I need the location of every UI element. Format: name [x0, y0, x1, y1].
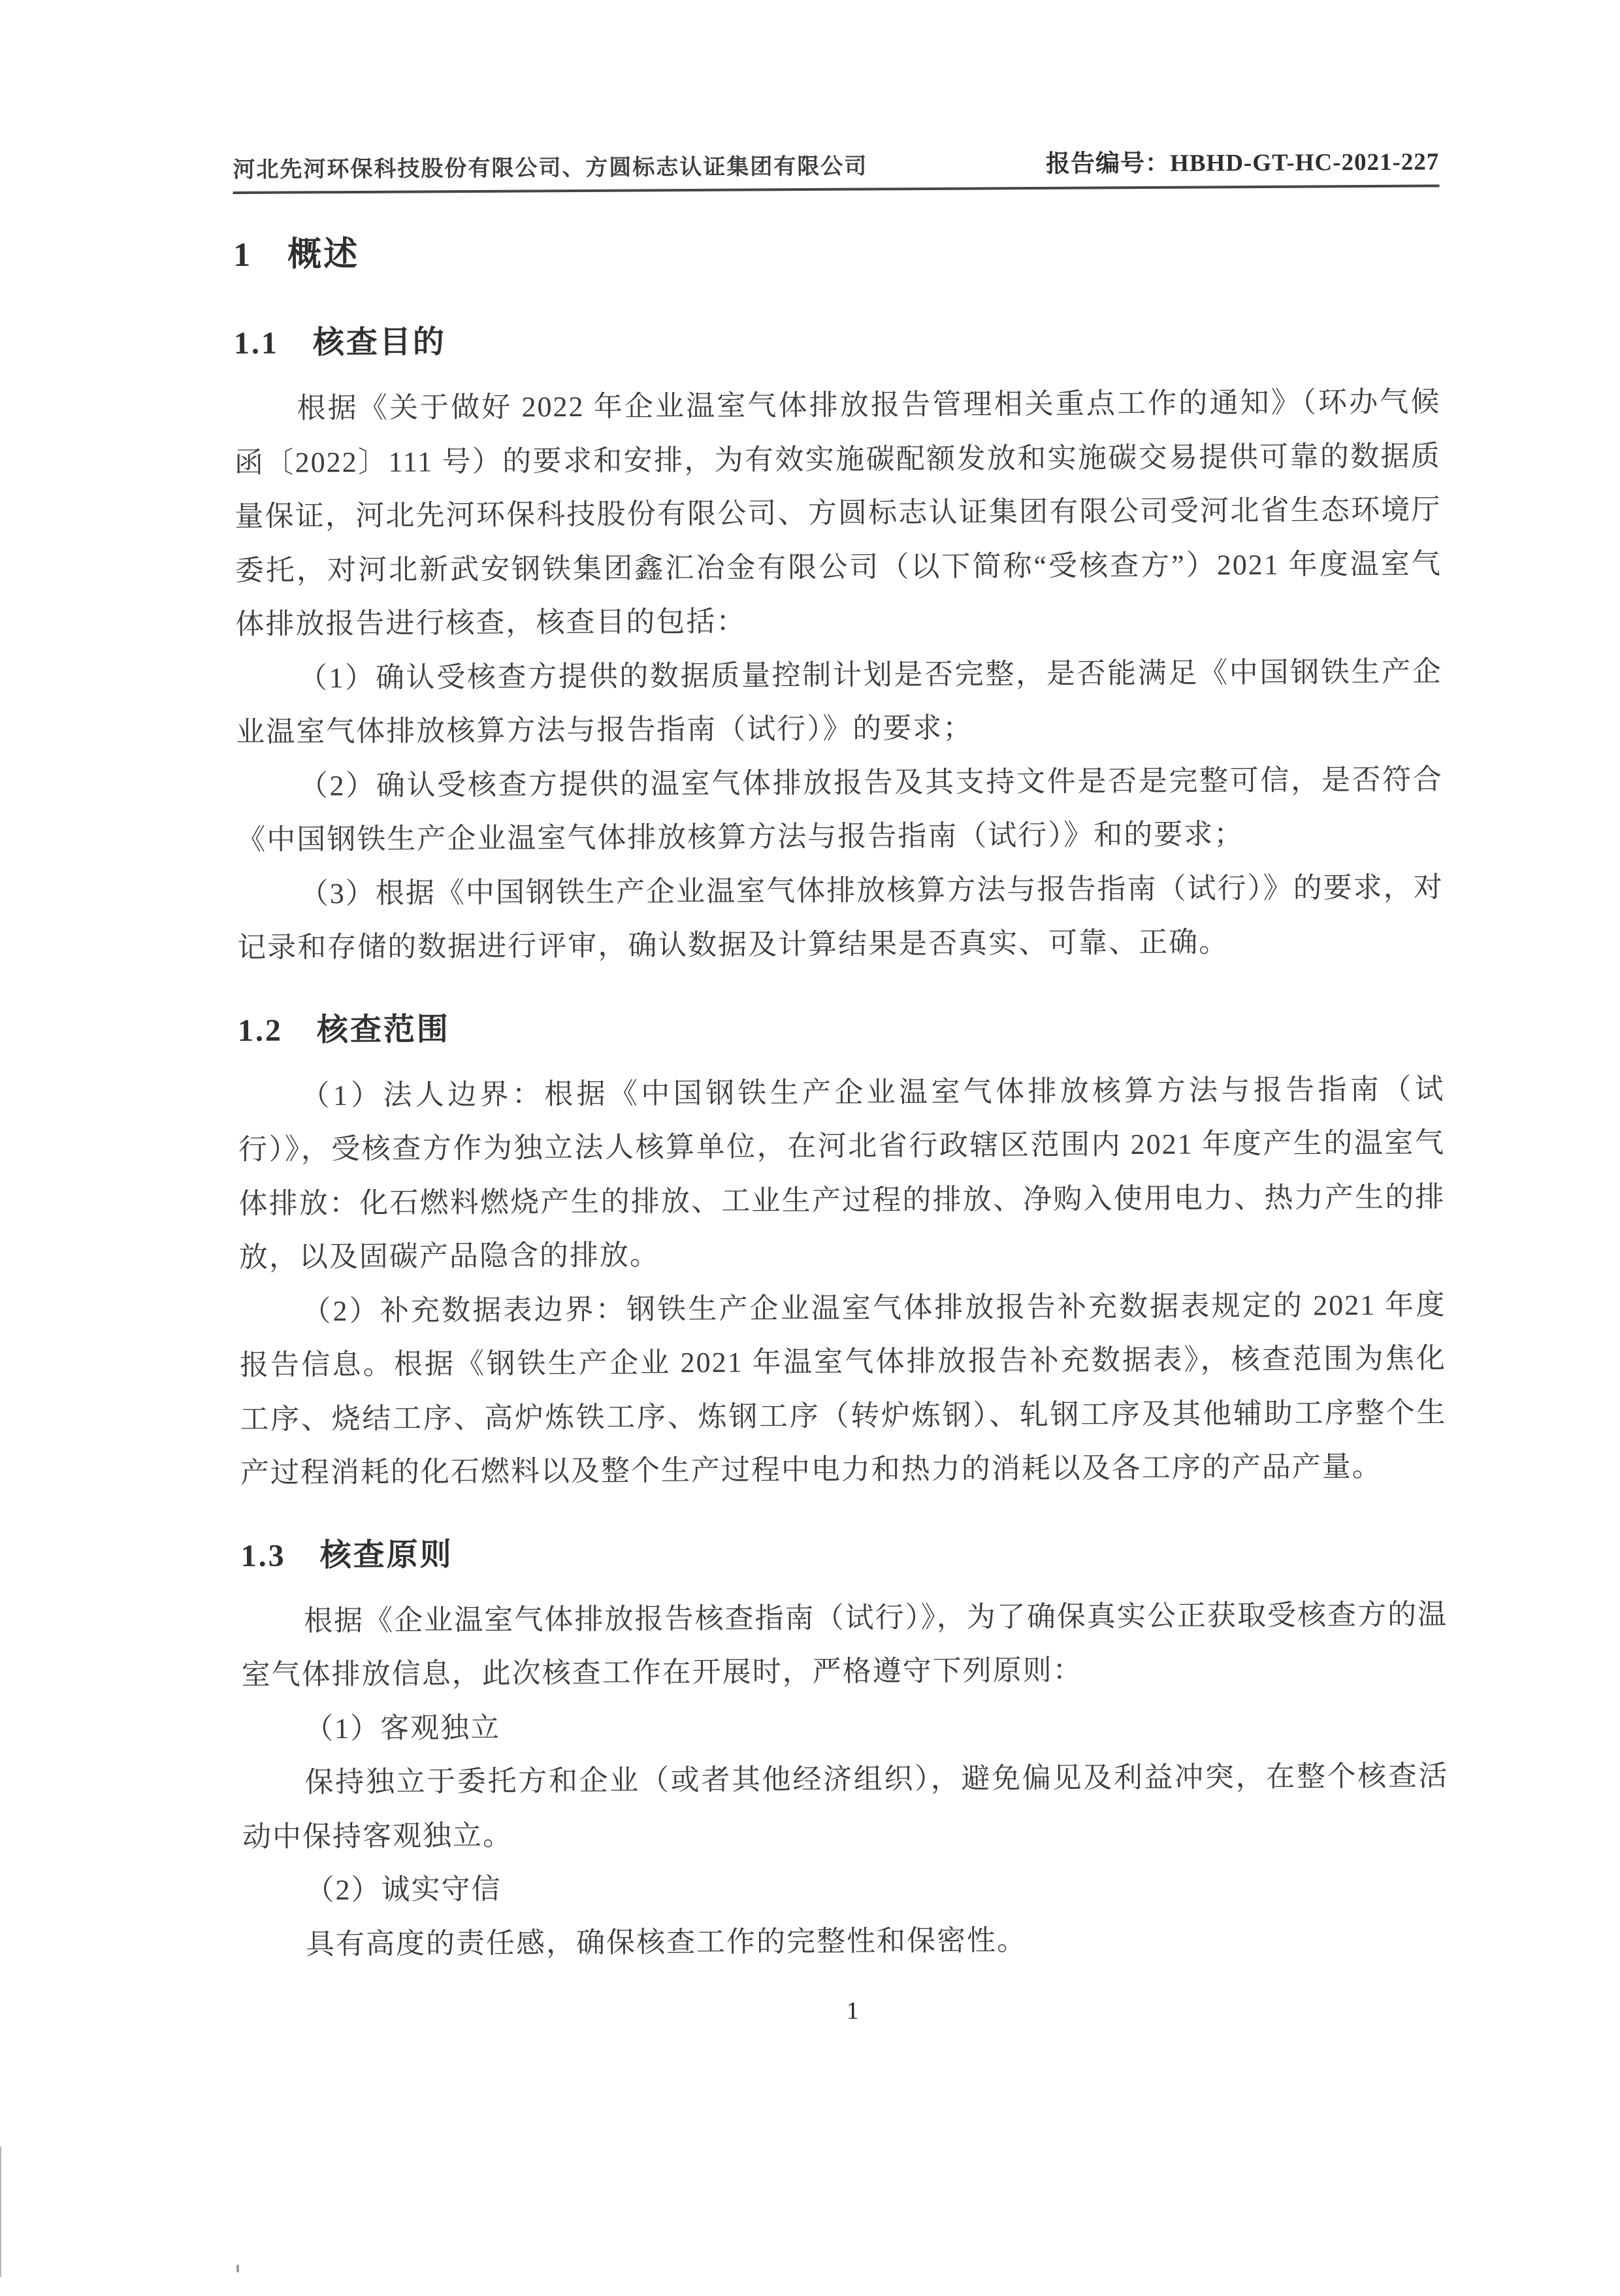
paragraph: （1）法人边界：根据《中国钢铁生产企业温室气体排放核算方法与报告指南（试行）》，受核查方作为独立法人核算单位，在河北省行政辖区范围内 2021 年度产生的温室气体排放：化石燃料燃烧产生的排放、工业生产过程的排放、净购入使用电力、热力产生的排放，以及固碳产品隐含的排放。: [238, 1072, 1446, 1274]
section-1-1-paragraphs: [234, 375, 1444, 975]
section-1-3-paragraphs: [241, 1588, 1450, 1972]
paragraph: （2）确认受核查方提供的温室气体排放报告及其支持文件是否是完整可信，是否符合《中国钢铁生产企业温室气体排放核算方法与报告指南（试行）》和的要求；: [236, 763, 1443, 857]
page-number: 1: [846, 1997, 859, 2025]
paragraph: 根据《关于做好 2022 年企业温室气体排放报告管理相关重点工作的通知》（环办气候函〔2022〕111 号）的要求和安排，为有效实施碳配额发放和实施碳交易提供可靠的数据质量保证，河北先河环保科技股份有限公司、方圆标志认证集团有限公司受河北省生态环境厅委托，对河北新武安钢铁集团鑫汇冶金有限公司（以下简称“受核查方”）2021 年度温室气体排放报告进行核查，核查目的包括：: [234, 385, 1442, 641]
scan-edge-artifact: [0, 2146, 1, 2277]
paragraph: （1）确认受核查方提供的数据质量控制计划是否完整，是否能满足《中国钢铁生产企业温室气体排放核算方法与报告指南（试行）》的要求；: [236, 655, 1442, 749]
header-company-names: 河北先河环保科技股份有限公司、方圆标志认证集团有限公司: [233, 154, 868, 183]
section-number: 1.3: [240, 1538, 286, 1573]
paragraph: （1）客观独立: [304, 1711, 501, 1745]
section-number: 1.1: [233, 325, 280, 361]
paragraph: 具有高度的责任感，确保核查工作的完整性和保密性。: [305, 1924, 1028, 1960]
page-header: [233, 141, 1439, 194]
section-heading-1-2: [238, 1005, 1444, 1050]
section-title: 核查原则: [319, 1537, 453, 1573]
report-number-value: HBHD-GT-HC-2021-227: [1169, 148, 1440, 177]
paragraph: 根据《企业温室气体排放报告核查指南（试行）》，为了确保真实公正获取受核查方的温室气体排放信息，此次核查工作在开展时，严格遵守下列原则：: [241, 1598, 1448, 1692]
section-1-2-paragraphs: [238, 1062, 1447, 1501]
scan-speck-artifact: [236, 2265, 239, 2272]
chapter-heading: [233, 229, 1440, 275]
chapter-number: 1: [233, 236, 253, 274]
report-number-label: 报告编号：: [1045, 150, 1171, 178]
paragraph: （2）诚实守信: [305, 1873, 502, 1907]
section-title: 核查范围: [316, 1011, 451, 1047]
paragraph: （3）根据《中国钢铁生产企业温室气体排放核算方法与报告指南（试行）》的要求，对记录和存储的数据进行评审，确认数据及计算结果是否真实、可靠、正确。: [237, 870, 1444, 964]
paragraph: 保持独立于委托方和企业（或者其他经济组织），避免偏见及利益冲突，在整个核查活动中保持客观独立。: [242, 1760, 1449, 1853]
paragraph: （2）补充数据表边界：钢铁生产企业温室气体排放报告补充数据表规定的 2021 年度报告信息。根据《钢铁生产企业 2021 年温室气体排放报告补充数据表》，核查范围为焦化工序、烧结工序、高炉炼铁工序、炼钢工序（转炉炼钢）、轧钢工序及其他辅助工序整个生产过程消耗的化石燃料以及整个生产过程中电力和热力的消耗以及各工序的产品产量。: [239, 1288, 1447, 1490]
section-heading-1-3: [240, 1530, 1447, 1575]
section-heading-1-1: [234, 318, 1440, 363]
chapter-title: 概述: [287, 235, 360, 274]
section-number: 1.2: [237, 1013, 284, 1048]
header-report-number: [1046, 141, 1440, 178]
section-title: 核查目的: [312, 325, 447, 361]
